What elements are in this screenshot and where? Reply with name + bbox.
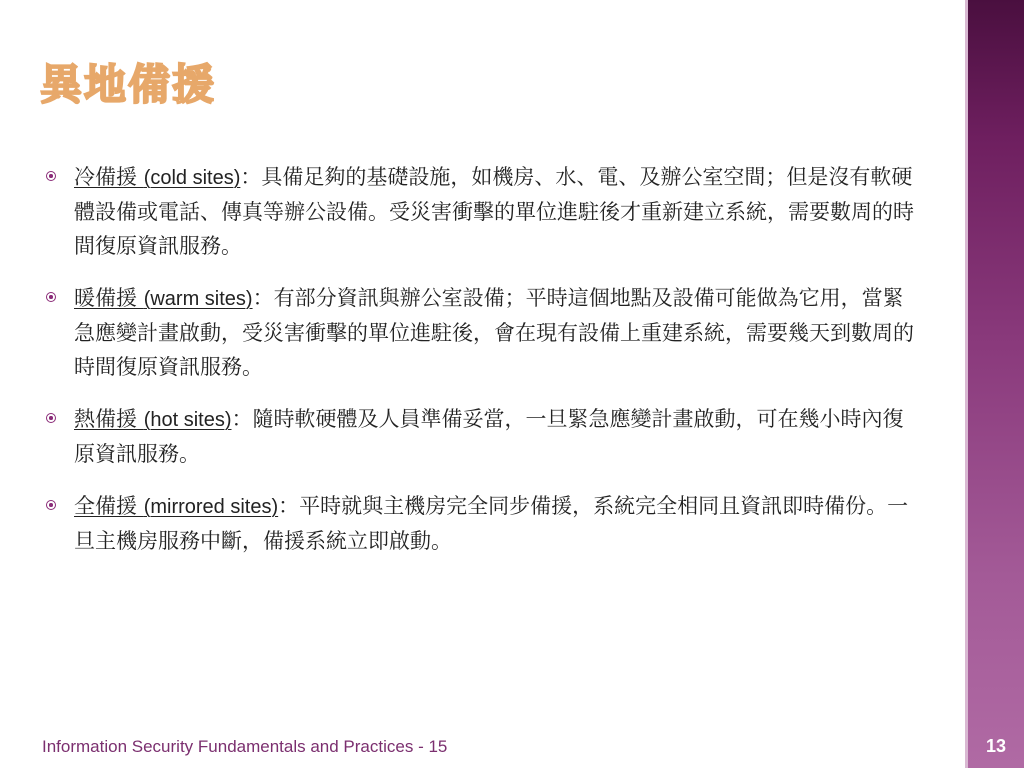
bullet-hot-sites [46,402,916,471]
term-label [74,286,253,310]
term-en: (warm sites) [143,288,253,310]
bullet-mirrored-sites [46,489,916,558]
term-zh: 全備援 [74,494,137,518]
bullet-text: ：平時就與主機房完全同步備援，系統完全相同且資訊即時備份。一旦主機房服務中斷，備援系統立即啟動。 [74,494,909,553]
bullet-text: ：隨時軟硬體及人員準備妥當，一旦緊急應變計畫啟動，可在幾小時內復原資訊服務。 [74,407,904,466]
bullet-icon [46,500,56,510]
term-label [74,407,232,431]
term-zh: 冷備援 [74,165,137,189]
bullet-text: ：具備足夠的基礎設施，如機房、水、電、及辦公室空間；但是沒有軟硬體設備或電話、傳真等辦公設備。受災害衝擊的單位進駐後才重新建立系統，需要數周的時間復原資訊服務。 [74,165,914,258]
bullet-warm-sites [46,281,916,384]
term-label [74,494,278,518]
bullet-cold-sites [46,160,916,263]
term-en: (cold sites) [143,167,241,189]
bullet-icon [46,292,56,302]
bullet-list [46,160,916,576]
bullet-text: ：有部分資訊與辦公室設備；平時這個地點及設備可能做為它用，當緊急應變計畫啟動，受災害衝擊的單位進駐後，會在現有設備上重建系統，需要幾天到數周的時間復原資訊服務。 [74,286,914,379]
footer-text: Information Security Fundamentals and Practices - 15 [42,737,448,756]
term-en: (hot sites) [143,409,232,431]
term-zh: 暖備援 [74,286,137,310]
term-en: (mirrored sites) [143,496,279,518]
term-label [74,165,240,189]
page-number: 13 [985,736,1007,756]
bullet-icon [46,171,56,181]
slide-title: 異地備援 [40,60,217,109]
term-zh: 熱備援 [74,407,137,431]
bullet-icon [46,413,56,423]
right-decorative-band [968,0,1024,768]
